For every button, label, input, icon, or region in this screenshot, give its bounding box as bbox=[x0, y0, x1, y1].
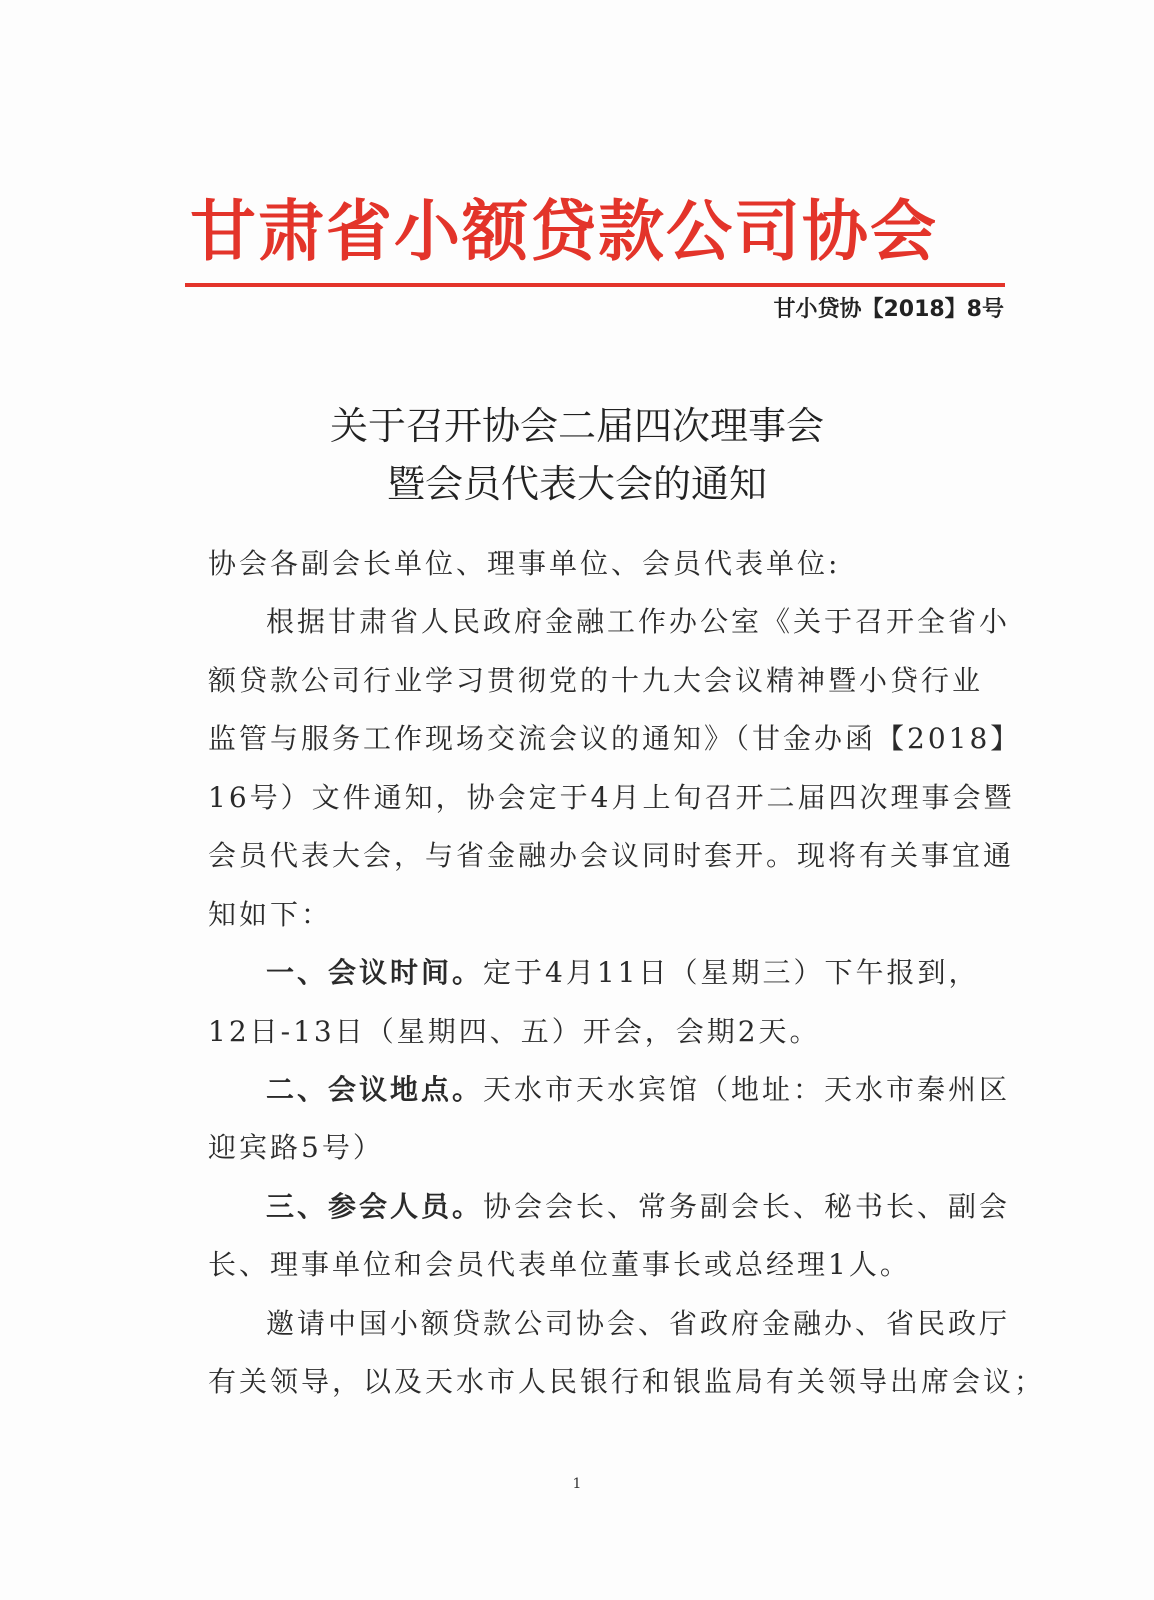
paragraph-1-line-6: 知如下： bbox=[208, 898, 333, 931]
letterhead-red-rule bbox=[185, 283, 1005, 287]
section-3-text: 协会会长、常务副会长、秘书长、副会 bbox=[483, 1190, 1011, 1223]
section-3-line-1 bbox=[266, 1185, 1010, 1225]
paragraph-1-line-2: 额贷款公司行业学习贯彻党的十九大会议精神暨小贷行业 bbox=[208, 664, 984, 697]
salutation: 协会各副会长单位、理事单位、会员代表单位: bbox=[208, 547, 841, 580]
section-1-heading: 一、会议时间。 bbox=[266, 956, 484, 989]
page-number: 1 bbox=[572, 1476, 582, 1492]
section-1-line-1 bbox=[266, 951, 979, 991]
invite-paragraph-line-1: 邀请中国小额贷款公司协会、省政府金融办、省民政厅 bbox=[266, 1307, 1011, 1340]
section-1-line-2: 12日-13日（星期四、五）开会，会期2天。 bbox=[208, 1015, 821, 1048]
section-3-heading: 三、参会人员。 bbox=[266, 1190, 484, 1223]
paragraph-1-line-3: 监管与服务工作现场交流会议的通知》（甘金办函【2018】 bbox=[208, 722, 1022, 755]
org-letterhead-title: 甘肃省小额贷款公司协会 bbox=[190, 193, 938, 270]
section-2-line-2: 迎宾路5号） bbox=[208, 1131, 384, 1164]
section-2-heading: 二、会议地点。 bbox=[266, 1073, 484, 1106]
document-number: 甘小贷协【2018】8号 bbox=[773, 297, 1004, 322]
notice-title-line-1: 关于召开协会二届四次理事会 bbox=[329, 404, 824, 448]
section-2-text: 天水市天水宾馆（地址：天水市秦州区 bbox=[483, 1073, 1011, 1106]
paragraph-1-line-5: 会员代表大会，与省金融办会议同时套开。现将有关事宜通 bbox=[208, 839, 1015, 872]
section-2-line-1 bbox=[266, 1068, 1010, 1108]
section-3-line-2: 长、理事单位和会员代表单位董事长或总经理1人。 bbox=[208, 1248, 911, 1281]
invite-paragraph-line-2: 有关领导，以及天水市人民银行和银监局有关领导出席会议； bbox=[208, 1365, 1046, 1398]
notice-title-line-2: 暨会员代表大会的通知 bbox=[386, 462, 767, 506]
paragraph-1-line-4: 16号）文件通知，协会定于4月上旬召开二届四次理事会暨 bbox=[208, 781, 1015, 814]
section-1-text: 定于4月11日（星期三）下午报到， bbox=[483, 956, 980, 989]
paragraph-1-line-1: 根据甘肃省人民政府金融工作办公室《关于召开全省小 bbox=[266, 605, 1011, 638]
